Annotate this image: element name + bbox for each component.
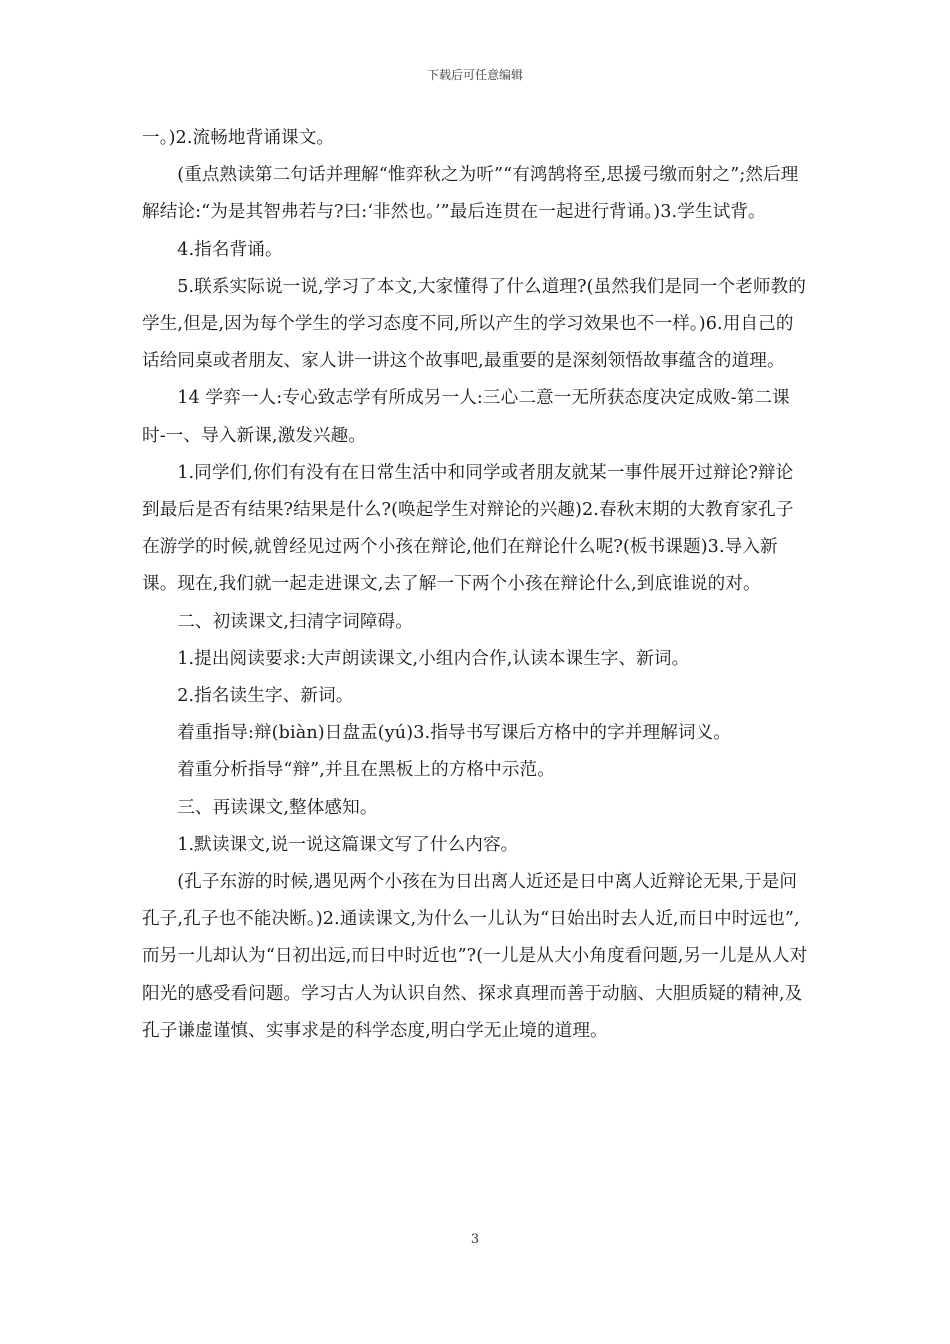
page-number: 3 <box>470 1232 480 1247</box>
paragraph: 5.联系实际说一说,学习了本文,大家懂得了什么道理?(虽然我们是同一个老师教的学生,但是,因为每个学生的学习态度不同,所以产生的学习效果也不一样。)6.用自己的话给同桌或者朋友、家人讲一讲这个故事吧,最重要的是深刻领悟故事蕴含的道理。 <box>142 276 806 372</box>
paragraph: 1.默读课文,说一说这篇课文写了什么内容。 <box>177 834 519 855</box>
paragraph: 二、初读课文,扫清字词障碍。 <box>177 611 413 632</box>
paragraph: (孔子东游的时候,遇见两个小孩在为日出离人近还是日中离人近辩论无果,于是问孔子,孔子也不能决断。)2.通读课文,为什么一儿认为“日始出时去人近,而日中时远也”,而另一儿却认为“日初出远,而日中时近也”?(一儿是从大小角度看问题,另一儿是从人对阳光的感受看问题。学习古人为认识自然、探求真理而善于动脑、大胆质疑的精神,及孔子谦虚谨慎、实事求是的科学态度,明白学无止境的道理。 <box>142 872 808 1041</box>
paragraph: 一。)2.流畅地背诵课文。 <box>142 128 335 148</box>
paragraph: 1.提出阅读要求:大声朗读课文,小组内合作,认读本课生字、新词。 <box>177 648 690 669</box>
paragraph: (重点熟读第二句话并理解“惟弈秋之为听”“有鸿鹄将至,思援弓缴而射之”;然后理解结论:“为是其智弗若与?曰:‘非然也。’”最后连贯在一起进行背诵。)3.学生试背。 <box>142 165 799 223</box>
paragraph: 三、再读课文,整体感知。 <box>177 797 378 818</box>
page-header: 下载后可任意编辑 <box>426 68 523 82</box>
paragraph: 14 学弈一人:专心致志学有所成另一人:三心二意一无所获态度决定成败-第二课时-一、导入新课,激发兴趣。 <box>142 388 790 446</box>
paragraph: 1.同学们,你们有没有在日常生活中和同学或者朋友就某一事件展开过辩论?辩论到最后是否有结果?结果是什么?(唤起学生对辩论的兴趣)2.春秋末期的大教育家孔子在游学的时候,就曾经见过两个小孩在辩论,他们在辩论什么呢?(板书课题)3.导入新课。现在,我们就一起走进课文,去了解一下两个小孩在辩论什么,到底谁说的对。 <box>142 462 794 595</box>
paragraph: 4.指名背诵。 <box>177 239 283 260</box>
document-body <box>142 120 810 1050</box>
paragraph: 2.指名读生字、新词。 <box>177 686 354 707</box>
paragraph: 着重指导:辩(biàn)日盘盂(yú)3.指导书写课后方格中的字并理解词义。 <box>177 723 731 744</box>
paragraph: 着重分析指导“辩”,并且在黑板上的方格中示范。 <box>177 760 555 781</box>
